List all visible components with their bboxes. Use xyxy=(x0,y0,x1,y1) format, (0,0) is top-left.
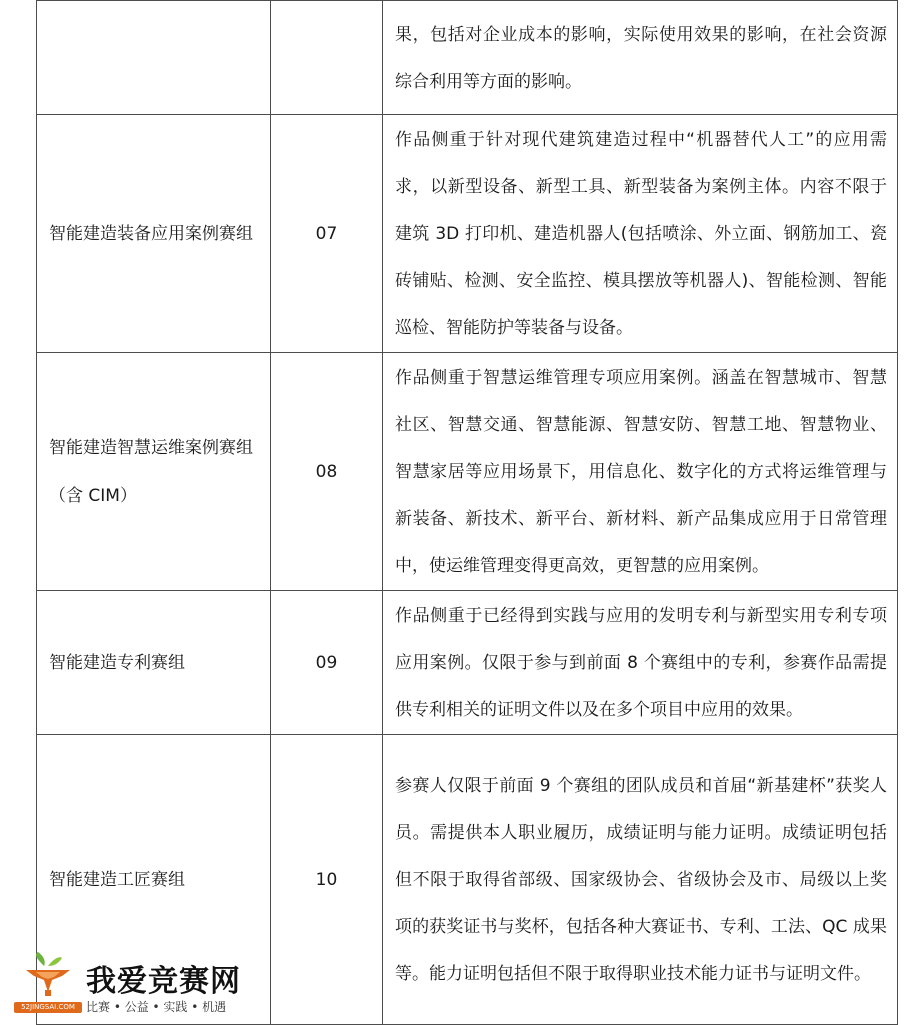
group-name-cell: 智能建造工匠赛组 xyxy=(37,735,271,1025)
watermark-title: 我爱竞赛网 xyxy=(86,964,241,999)
group-name-cell: 智能建造专利赛组 xyxy=(37,591,271,735)
group-description-cell: 参赛人仅限于前面 9 个赛组的团队成员和首届“新基建杯”获奖人员。需提供本人职业履历，成绩证明与能力证明。成绩证明包括但不限于取得省部级、国家级协会、省级协会及市、局级以上奖项的获奖证书与奖杯，包括各种大赛证书、专利、工法、QC 成果等。能力证明包括但不限于取得职业技术能力证书与证明文件。 xyxy=(383,735,898,1025)
competition-table xyxy=(36,0,898,1025)
watermark-url: 52JINGSAI.COM xyxy=(14,1002,82,1013)
group-name-cell: 智能建造智慧运维案例赛组（含 CIM） xyxy=(37,353,271,591)
group-name-cell: 智能建造装备应用案例赛组 xyxy=(37,115,271,353)
group-name-cell xyxy=(37,1,271,115)
watermark-logo xyxy=(14,952,264,1016)
group-code-cell xyxy=(271,1,383,115)
group-description-cell: 果，包括对企业成本的影响，实际使用效果的影响，在社会资源综合利用等方面的影响。 xyxy=(383,1,898,115)
group-code-cell: 07 xyxy=(271,115,383,353)
table-row xyxy=(37,1,898,115)
group-description-cell: 作品侧重于针对现代建筑建造过程中“机器替代人工”的应用需求，以新型设备、新型工具、新型装备为案例主体。内容不限于建筑 3D 打印机、建造机器人(包括喷涂、外立面、钢筋加工、瓷砖铺贴、检测、安全监控、模具摆放等机器人)、智能检测、智能巡检、智能防护等装备与设备。 xyxy=(383,115,898,353)
group-description-cell: 作品侧重于智慧运维管理专项应用案例。涵盖在智慧城市、智慧社区、智慧交通、智慧能源、智慧安防、智慧工地、智慧物业、智慧家居等应用场景下，用信息化、数字化的方式将运维管理与新装备、新技术、新平台、新材料、新产品集成应用于日常管理中，使运维管理变得更高效，更智慧的应用案例。 xyxy=(383,353,898,591)
table-row xyxy=(37,115,898,353)
group-description-cell: 作品侧重于已经得到实践与应用的发明专利与新型实用专利专项应用案例。仅限于参与到前面 8 个赛组中的专利，参赛作品需提供专利相关的证明文件以及在多个项目中应用的效果。 xyxy=(383,591,898,735)
table-row xyxy=(37,591,898,735)
watermark-slogan: 比赛 • 公益 • 实践 • 机遇 xyxy=(86,1000,227,1014)
table-row xyxy=(37,353,898,591)
group-code-cell: 08 xyxy=(271,353,383,591)
group-code-cell: 10 xyxy=(271,735,383,1025)
group-code-cell: 09 xyxy=(271,591,383,735)
